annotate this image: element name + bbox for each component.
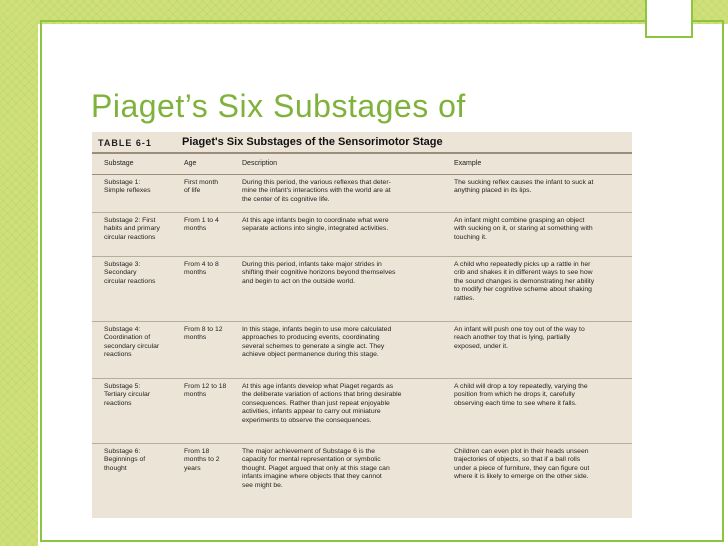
- cell-example: The sucking reflex causes the infant to suck at anything placed in its lips.: [454, 179, 594, 195]
- cell-description: At this age infants develop what Piaget regards as the deliberate variation of actions that bring desirable consequences. Rather than just repeat enjoyable activities, infants appear to carry out miniature experiments to observe the consequences.: [242, 383, 402, 424]
- cell-example: Children can even plot in their heads unseen trajectories of objects, so that if a ball rolls under a piece of furniture, they can figure out where it is likely to emerge on the other side.: [454, 448, 590, 481]
- table-row: [92, 379, 632, 444]
- cell-age: From 12 to 18 months: [184, 383, 227, 399]
- cell-substage: Substage 2: First habits and primary circular reactions: [104, 217, 160, 241]
- cell-description: During this period, the various reflexes that deter- mine the infant's interactions with the world are at the center of its cognitive life.: [242, 179, 391, 203]
- table-row: [92, 444, 632, 514]
- cell-example: A child who repeatedly picks up a rattle in her crib and shakes it in different ways to see how the sound changes is demonstrating her ability to modify her cognitive scheme about shaking rattles.: [454, 261, 595, 302]
- table-title: Piaget's Six Substages of the Sensorimotor Stage: [182, 136, 443, 148]
- table-column-headers: [92, 156, 632, 175]
- table-row: [92, 213, 632, 257]
- cell-age: First month of life: [184, 179, 218, 195]
- column-header-substage: Substage: [104, 160, 134, 167]
- table-row: [92, 257, 632, 322]
- corner-decoration: [645, 0, 693, 38]
- cell-example: An infant will push one toy out of the way to reach another toy that is lying, partially exposed, under it.: [454, 326, 585, 350]
- cell-age: From 18 months to 2 years: [184, 448, 220, 472]
- column-header-example: Example: [454, 160, 482, 167]
- cell-substage: Substage 3: Secondary circular reactions: [104, 261, 156, 285]
- table-row: [92, 175, 632, 213]
- cell-substage: Substage 4: Coordination of secondary circular reactions: [104, 326, 160, 359]
- cell-age: From 4 to 8 months: [184, 261, 219, 277]
- table-tag: TABLE 6-1: [98, 138, 152, 148]
- table-figure: [92, 132, 632, 518]
- cell-description: The major achievement of Substage 6 is the capacity for mental representation or symbolic thought. Piaget argued that only at this stage can infants imagine where objects that they cannot see might be.: [242, 448, 390, 489]
- cell-description: At this age infants begin to coordinate what were separate actions into single, integrated activities.: [242, 217, 389, 233]
- cell-substage: Substage 1: Simple reflexes: [104, 179, 151, 195]
- slide-title: Piaget’s Six Substages of: [91, 88, 466, 124]
- cell-description: During this period, infants take major strides in shifting their cognitive horizons beyond themselves and begin to act on the outside world.: [242, 261, 396, 285]
- table-header-bar: [92, 132, 632, 154]
- column-header-description: Description: [242, 160, 278, 167]
- table-row: [92, 322, 632, 379]
- cell-substage: Substage 6: Beginnings of thought: [104, 448, 146, 472]
- cell-example: A child will drop a toy repeatedly, varying the position from which he drops it, carefully observing each time to see where it falls.: [454, 383, 588, 407]
- cell-substage: Substage 5: Tertiary circular reactions: [104, 383, 151, 407]
- cell-description: In this stage, infants begin to use more calculated approaches to producing events, coordinating several schemes to generate a single act. They achieve object permanence during this stage.: [242, 326, 392, 359]
- cell-example: An infant might combine grasping an object with sucking on it, or staring at something with touching it.: [454, 217, 593, 241]
- cell-age: From 8 to 12 months: [184, 326, 223, 342]
- column-header-age: Age: [184, 160, 197, 167]
- cell-age: From 1 to 4 months: [184, 217, 219, 233]
